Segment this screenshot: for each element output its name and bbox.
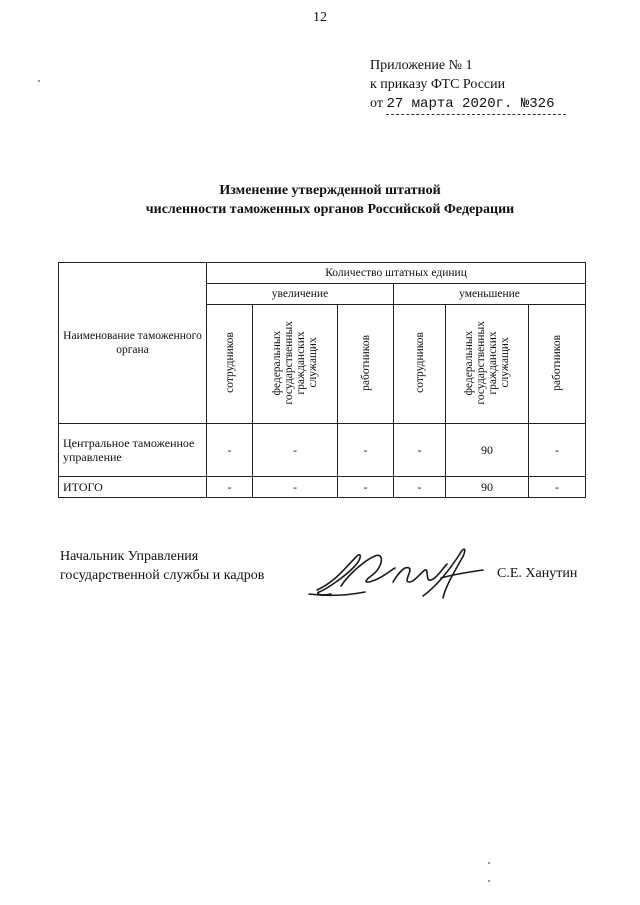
cell-value: 90 [446, 424, 529, 477]
col-header-decrease-civil-servants: федеральных государственных гражданских служащих [446, 305, 529, 424]
scan-speck [488, 862, 490, 864]
signer-position [60, 547, 264, 585]
row-name: ИТОГО [59, 477, 207, 498]
title-line-1: Изменение утвержденной штатной [219, 183, 441, 198]
col-header-increase-officers: сотрудников [207, 305, 253, 424]
cell-value: - [338, 477, 394, 498]
table-row [59, 424, 586, 477]
cell-value: - [394, 424, 446, 477]
cell-value: - [207, 424, 253, 477]
col-header-increase-civil-servants: федеральных государственных гражданских служащих [253, 305, 338, 424]
cell-value: - [529, 424, 586, 477]
decrease-header: уменьшение [394, 284, 586, 305]
signer-position-line-2: государственной службы и кадров [60, 568, 265, 583]
appendix-line-2: к приказу ФТС России [370, 77, 506, 92]
staffing-table [58, 262, 586, 498]
col-header-decrease-workers: работников [529, 305, 586, 424]
table-row [59, 477, 586, 498]
cell-value: 90 [446, 477, 529, 498]
handwritten-signature [305, 538, 490, 608]
count-header: Количество штатных единиц [207, 263, 586, 284]
cell-value: - [207, 477, 253, 498]
date-prefix: от [370, 96, 383, 111]
scan-speck [488, 880, 490, 882]
appendix-header [370, 56, 566, 115]
org-column-header: Наименование таможенного органа [59, 263, 207, 424]
col-header-decrease-officers: сотрудников [394, 305, 446, 424]
increase-header: увеличение [207, 284, 394, 305]
signer-name: С.Е. Ханутин [497, 566, 578, 581]
document-title [0, 181, 640, 219]
cell-value: - [394, 477, 446, 498]
page-number: 12 [313, 10, 327, 25]
order-date-number: 27 марта 2020г. №326 [386, 95, 566, 115]
col-header-increase-workers: работников [338, 305, 394, 424]
appendix-date-line [370, 94, 566, 115]
title-line-2: численности таможенных органов Российской Федерации [145, 202, 515, 217]
scan-speck [38, 80, 40, 82]
cell-value: - [253, 424, 338, 477]
cell-value: - [253, 477, 338, 498]
row-name: Центральное таможенное управление [59, 424, 207, 477]
cell-value: - [529, 477, 586, 498]
cell-value: - [338, 424, 394, 477]
appendix-line-1: Приложение № 1 [370, 58, 473, 73]
signer-position-line-1: Начальник Управления [60, 549, 199, 564]
